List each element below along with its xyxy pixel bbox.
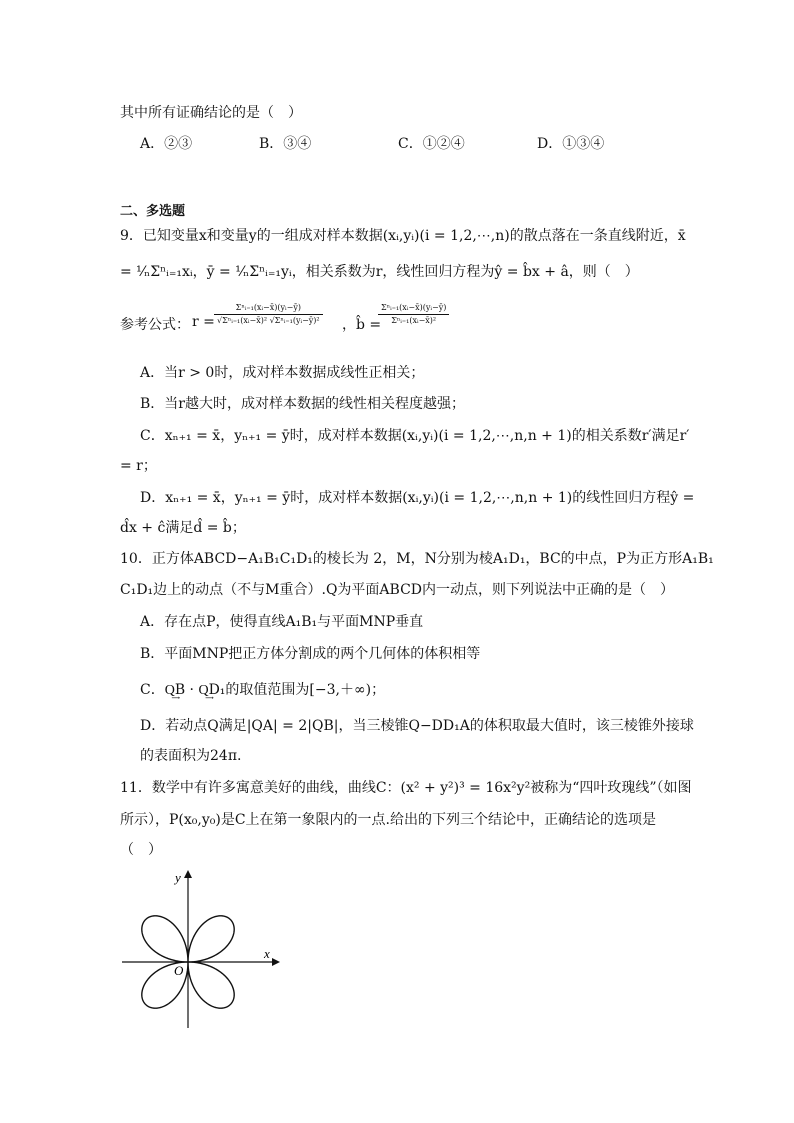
- r-lhs: r =: [192, 314, 215, 330]
- q10-option-a[interactable]: A．存在点P，使得直线A₁B₁与平面MNP垂直: [140, 614, 424, 630]
- r-fraction: [214, 302, 323, 327]
- q9-stem-line2: = ¹⁄ₙΣⁿᵢ₌₁xᵢ，ȳ = ¹⁄ₙΣⁿᵢ₌₁yᵢ，相关系数为r，线性回归方程为ŷ = b̂x + â，则（ ）: [120, 264, 639, 280]
- x-axis: [122, 958, 280, 966]
- b-fraction: [378, 302, 449, 327]
- q11-stem-line1: 11．数学中有许多寓意美好的曲线，曲线C：(x² + y²)³ = 16x²y²被称为“四叶玫瑰线”（如图: [120, 780, 692, 796]
- q9-reference-formula: [120, 302, 680, 346]
- q9-option-c-line2[interactable]: = r；: [120, 458, 157, 474]
- section-title: 二、多选题: [120, 204, 186, 219]
- r-numerator: Σⁿᵢ₌₁(xᵢ−x̄)(yᵢ−ȳ): [214, 302, 323, 315]
- q9-stem-line1: 9．已知变量x和变量y的一组成对样本数据(xᵢ,yᵢ)(i = 1,2,⋯,n)的散点落在一条直线附近，x̄: [120, 228, 686, 244]
- q8-option-b[interactable]: B．③④: [259, 136, 312, 152]
- q10-option-d-line2[interactable]: 的表面积为24π.: [140, 748, 242, 764]
- r-denominator: √Σⁿᵢ₌₁(xᵢ−x̄)² √Σⁿᵢ₌₁(yᵢ−ȳ)²: [217, 316, 320, 325]
- q10-stem-line2: C₁D₁边上的动点（不与M重合）.Q为平面ABCD内一动点，则下列说法中正确的是（ ）: [120, 582, 675, 598]
- q8-option-a[interactable]: A．②③: [140, 136, 193, 152]
- rose-curve-svg: [120, 868, 280, 1028]
- b-numerator: Σⁿᵢ₌₁(xᵢ−x̄)(yᵢ−ȳ): [378, 302, 449, 315]
- q9-option-d-line1[interactable]: D．xₙ₊₁ = x̄，yₙ₊₁ = ȳ时，成对样本数据(xᵢ,yᵢ)(i = 1,2,⋯,n,n + 1)的线性回归方程ŷ =: [140, 490, 695, 506]
- q8-option-d[interactable]: D．①③④: [537, 136, 605, 152]
- b-denominator: Σⁿᵢ₌₁(xᵢ−x̄)²: [391, 316, 437, 325]
- q10-option-b[interactable]: B．平面MNP把正方体分割成的两个几何体的体积相等: [140, 646, 481, 662]
- y-axis-label: y: [175, 870, 181, 885]
- q8-option-c[interactable]: C．①②④: [398, 136, 465, 152]
- formula-label: 参考公式：: [120, 317, 190, 333]
- q9-option-a[interactable]: A．当r > 0时，成对样本数据成线性正相关；: [140, 365, 425, 381]
- y-axis: [184, 870, 192, 1028]
- four-leaf-rose-figure: [120, 868, 280, 1032]
- x-axis-arrow-icon: [272, 958, 280, 966]
- q8-stem-tail: 其中所有证确结论的是（ ）: [120, 105, 302, 121]
- q11-stem-line2: 所示），P(x₀,y₀)是C上在第一象限内的一点.给出的下列三个结论中，正确结论的选项是: [120, 812, 656, 828]
- q9-option-c-line1[interactable]: C．xₙ₊₁ = x̄，yₙ₊₁ = ȳ时，成对样本数据(xᵢ,yᵢ)(i = 1,2,⋯,n,n + 1)的相关系数r′满足r′: [140, 428, 690, 444]
- q9-option-d-line2[interactable]: d̂x + ĉ满足d̂ = b̂；: [120, 520, 246, 536]
- q10-stem-line1: 10．正方体ABCD−A₁B₁C₁D₁的棱长为 2，M，N分别为棱A₁D₁，BC的中点，P为正方形A₁B₁: [120, 551, 714, 567]
- q10-option-c[interactable]: C．Q͢B · Q͢D₁的取值范围为[−3,＋∞)；: [140, 682, 386, 698]
- b-lhs: ，b̂ =: [342, 317, 382, 333]
- q9-option-b[interactable]: B．当r越大时，成对样本数据的线性相关程度越强；: [140, 396, 465, 412]
- x-axis-label: x: [264, 946, 270, 961]
- q10-option-d-line1[interactable]: D．若动点Q满足|QA| = 2|QB|，当三棱锥Q−DD₁A的体积取最大值时，该三棱锥外接球: [140, 718, 694, 734]
- origin-label: O: [174, 963, 184, 978]
- y-axis-arrow-icon: [184, 870, 192, 878]
- q11-stem-line3: （ ）: [120, 842, 162, 858]
